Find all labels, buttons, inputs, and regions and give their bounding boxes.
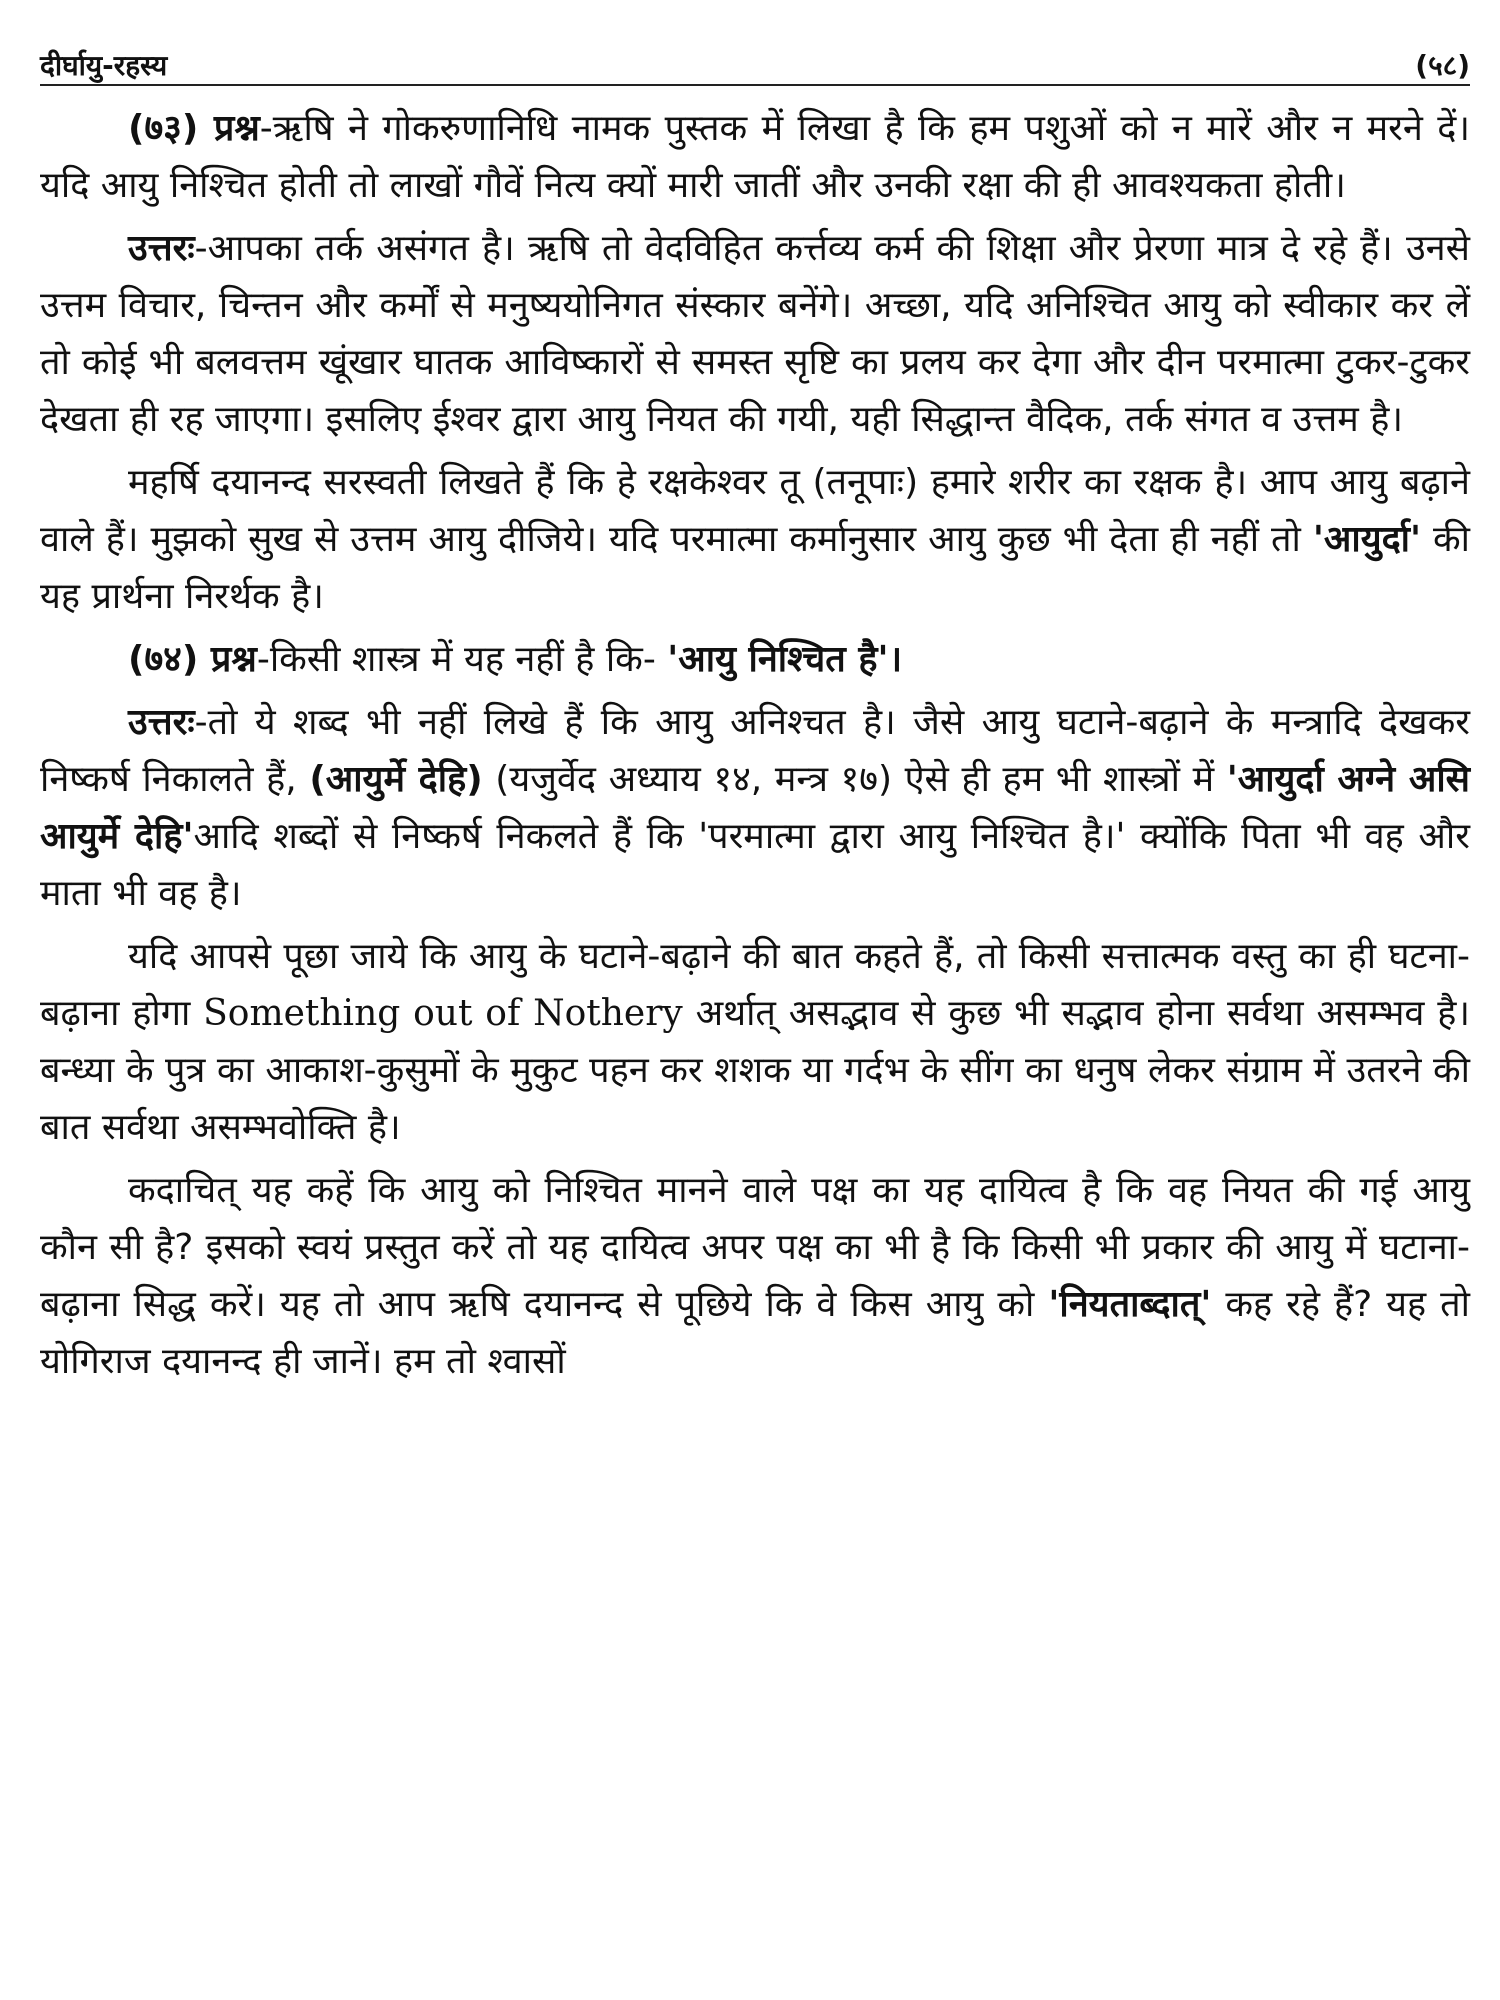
paragraph-text: -ऋषि ने गोकरुणानिधि नामक पुस्तक में लिखा है कि हम पशुओं को न मारें और न मरने दें। यदि आयु निश्चित होती तो लाखों गौवें नित्य क्यों मारी जातीं और उनकी रक्षा की ही आवश्यकता होती। (40, 108, 1470, 206)
paragraph-text: यदि आपसे पूछा जाये कि आयु के घटाने-बढ़ाने की बात कहते हैं, तो किसी सत्तात्मक वस्तु का ही घटना-बढ़ाना होगा (40, 936, 1470, 1034)
paragraph-text: की यह प्रार्थना निरर्थक है। (40, 519, 1470, 617)
paragraph-text: -तो ये शब्द भी नहीं लिखे हैं कि आयु अनिश्चत है। जैसे आयु घटाने-बढ़ाने के मन्त्रादि देखकर निष्कर्ष निकालते हैं, (40, 702, 1470, 800)
paragraph-answer-73 (40, 220, 1470, 448)
paragraph-dayanand-quote (40, 454, 1470, 625)
paragraph-text: महर्षि दयानन्द सरस्वती लिखते हैं कि हे रक्षकेश्वर तू (तनूपाः) हमारे शरीर का रक्षक है। आप आयु बढ़ाने वाले हैं। मुझको सुख से उत्तम आयु दीजिये। यदि परमात्मा कर्मानुसार आयु कुछ भी देता ही नहीं तो (40, 462, 1470, 560)
answer-label: उत्तरः (128, 702, 195, 743)
running-title: दीर्घायु-रहस्य (40, 49, 168, 82)
bold-term: 'आयु निश्चित है'। (667, 639, 903, 680)
bold-term: (आयुर्मे देहि) (309, 759, 483, 800)
paragraph-text: -आपका तर्क असंगत है। ऋषि तो वेदविहित कर्त्तव्य कर्म की शिक्षा और प्रेरणा मात्र दे रहे हैं। उनसे उत्तम विचार, चिन्तन और कर्मों से मनुष्ययोनिगत संस्कार बनेंगे। अच्छा, यदि अनिश्चित आयु को स्वीकार कर लें तो कोई भी बलवत्तम खूंखार घातक आविष्कारों से समस्त सृष्टि का प्रलय कर देगा और दीन परमात्मा टुकर-टुकर देखता ही रह जाएगा। इसलिए ईश्वर द्वारा आयु नियत की गयी, यही सिद्धान्त वैदिक, तर्क संगत व उत्तम है। (40, 228, 1470, 440)
paragraph-text: (यजुर्वेद अध्याय १४, मन्त्र १७) ऐसे ही हम भी शास्त्रों में (482, 759, 1227, 800)
page-number: (५८) (1415, 49, 1470, 82)
bold-term: 'नियताब्दात्' (1048, 1284, 1212, 1325)
paragraph-question-73 (40, 100, 1470, 214)
answer-label: उत्तरः (128, 228, 195, 269)
paragraph-text: -किसी शास्त्र में यह नहीं है कि- (256, 639, 668, 680)
paragraph-kadachit (40, 1162, 1470, 1390)
question-label: (७४) प्रश्न (128, 639, 257, 680)
paragraph-something-out-of-nothing (40, 928, 1470, 1156)
latin-phrase: Something out of Nothery (203, 993, 683, 1034)
paragraph-question-74 (40, 631, 1470, 688)
paragraph-answer-74 (40, 694, 1470, 922)
running-header (40, 44, 1470, 86)
paragraph-text: आदि शब्दों से निष्कर्ष निकलते हैं कि 'परमात्मा द्वारा आयु निश्चित है।' क्योंकि पिता भी वह और माता भी वह है। (40, 816, 1470, 914)
page-body (40, 100, 1470, 1390)
bold-term: 'आयुर्दा' (1312, 519, 1422, 560)
book-page (40, 44, 1470, 1984)
paragraph-text: अर्थात् असद्भाव से कुछ भी सद्भाव होना सर्वथा असम्भव है। बन्ध्या के पुत्र का आकाश-कुसुमों के मुकुट पहन कर शशक या गर्दभ के सींग का धनुष लेकर संग्राम में उतरने की बात सर्वथा असम्भवोक्ति है। (40, 993, 1470, 1148)
paragraph-text: कह रहे हैं? यह तो योगिराज दयानन्द ही जानें। हम तो श्वासों (40, 1284, 1471, 1382)
bold-term: 'आयुर्दा अग्ने असि आयुर्मे देहि' (40, 759, 1470, 857)
paragraph-text: कदाचित् यह कहें कि आयु को निश्चित मानने वाले पक्ष का यह दायित्व है कि वह नियत की गई आयु कौन सी है? इसको स्वयं प्रस्तुत करें तो यह दायित्व अपर पक्ष का भी है कि किसी भी प्रकार की आयु में घटाना-बढ़ाना सिद्ध करें। यह तो आप ऋषि दयानन्द से पूछिये कि वे किस आयु को (40, 1170, 1470, 1325)
question-label: (७३) प्रश्न (128, 108, 260, 149)
